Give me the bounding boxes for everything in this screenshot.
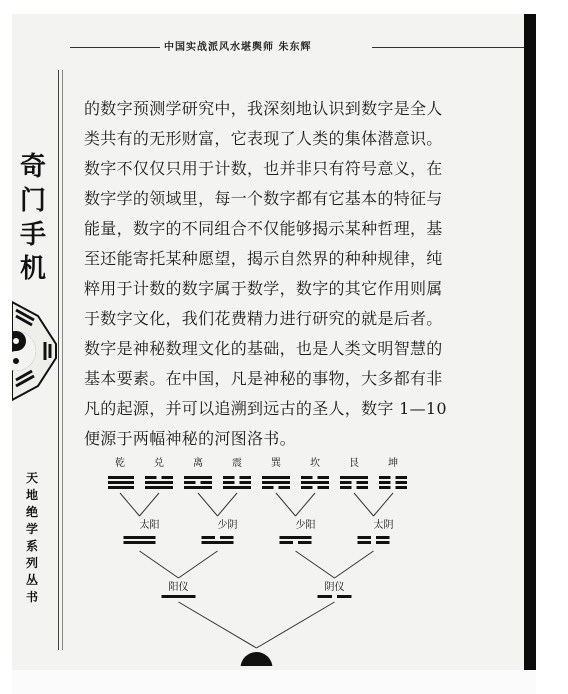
trigram-yin-line: [184, 481, 196, 484]
header-rule-left: [70, 47, 160, 48]
text-line: 粹用于计数的数字属于数学，数字的其它作用则属: [84, 279, 443, 298]
trigram-yin-line: [379, 481, 391, 484]
text-line: 能量，数字的不同组合不仅能够揭示某种哲理，基: [84, 219, 443, 238]
four-image-yang-line: [280, 536, 312, 539]
two-mode-label: 阳仪: [168, 582, 189, 593]
series-char: 天: [25, 471, 38, 485]
tree-connector: [296, 493, 316, 516]
trigram-yang-line: [340, 476, 368, 479]
trigram-yin-line: [379, 476, 391, 479]
trigram-yang-line: [145, 481, 173, 484]
trigram-label: 坎: [310, 458, 320, 469]
four-image-yin-line: [298, 541, 312, 544]
trigram-label: 震: [232, 458, 242, 469]
book-title-char: 机: [19, 254, 46, 284]
scan-bottom-margin: [12, 670, 536, 694]
tree-connector: [257, 602, 335, 648]
running-header: 中国实战派风水堪舆师 朱东辉: [164, 42, 312, 53]
two-mode-label: 阴仪: [324, 582, 345, 593]
trigram-yin-line: [396, 476, 408, 479]
text-line: 凡的起源，并可以追溯到远古的圣人，数字 1—10: [84, 399, 447, 418]
book-title-char: 奇: [19, 152, 46, 182]
bagua-taiji-icon: [12, 296, 60, 406]
four-image-label: 太阴: [373, 520, 394, 531]
four-image-yin-line: [358, 536, 372, 539]
text-line: 的数字预测学研究中，我深刻地认识到数字是全人: [84, 99, 443, 118]
four-image-yang-line: [202, 541, 234, 544]
trigram-yin-line: [396, 481, 408, 484]
trigram-label: 坤: [388, 458, 398, 469]
four-image-yin-line: [280, 541, 294, 544]
trigram-yang-line: [108, 476, 134, 479]
margin-rule-inner: [62, 70, 63, 650]
series-char: 书: [25, 590, 38, 604]
tree-connector: [140, 551, 179, 578]
trigram-label: 巽: [271, 458, 281, 469]
trigram-yin-line: [223, 481, 235, 484]
trigram-yang-line: [301, 481, 329, 484]
trigram-yin-line: [223, 476, 235, 479]
four-image-yin-line: [376, 536, 390, 539]
four-image-yang-line: [124, 541, 156, 544]
tree-connector: [374, 493, 394, 516]
series-name-vertical: [24, 470, 40, 606]
tree-connector: [198, 493, 218, 516]
header-rule-right: [372, 47, 524, 48]
text-line: 数字不仅仅只用于计数，也并非只有符号意义，在: [84, 159, 443, 178]
trigram-label: 艮: [349, 458, 359, 469]
trigram-yin-line: [318, 476, 330, 479]
trigram-yin-line: [357, 486, 369, 489]
trigram-yin-line: [279, 486, 291, 489]
series-char: 列: [25, 556, 38, 570]
two-mode-yin-line: [337, 595, 352, 598]
book-title-char: 门: [19, 186, 46, 216]
trigram-yin-line: [379, 486, 391, 489]
trigram-label: 离: [193, 458, 203, 469]
two-mode-yang-line: [162, 595, 196, 598]
tree-connector: [354, 493, 374, 516]
trigram-yang-line: [262, 476, 290, 479]
book-title-vertical: [18, 150, 48, 286]
bagua-derivation-diagram: [108, 456, 418, 666]
text-line: 数字是神秘数理文化的基础，也是人类文明智慧的: [84, 339, 443, 358]
trigram-yin-line: [262, 486, 274, 489]
trigram-label: 乾: [115, 458, 125, 469]
four-image-label: 少阳: [295, 520, 316, 531]
text-line: 类共有的无形财富，它表现了人类的集体潜意识。: [84, 129, 443, 148]
page-edge-shadow: [524, 14, 536, 670]
tree-connector: [296, 551, 335, 578]
trigram-yang-line: [145, 486, 173, 489]
taiji-icon: [241, 652, 273, 666]
four-image-label: 少阴: [217, 520, 238, 531]
trigram-yin-line: [301, 476, 313, 479]
trigram-yin-line: [201, 481, 213, 484]
body-paragraph: [84, 94, 484, 454]
trigram-yang-line: [108, 481, 134, 484]
trigram-yang-line: [184, 486, 212, 489]
tree-connector: [179, 551, 218, 578]
tree-connector: [218, 493, 238, 516]
tree-connector: [335, 551, 374, 578]
trigram-yin-line: [357, 481, 369, 484]
trigram-yin-line: [240, 476, 252, 479]
tree-connector: [179, 602, 257, 648]
four-image-yin-line: [220, 536, 234, 539]
series-char: 学: [25, 522, 38, 536]
tree-connector: [120, 493, 140, 516]
trigram-yin-line: [396, 486, 408, 489]
four-image-yin-line: [202, 536, 216, 539]
trigram-yang-line: [184, 476, 212, 479]
trigram-yin-line: [145, 476, 157, 479]
series-char: 丛: [25, 573, 38, 587]
text-line: 基本要素。在中国，凡是神秘的事物，大多都有非: [84, 369, 443, 388]
text-line: 便源于两幅神秘的河图洛书。: [84, 429, 296, 448]
four-image-yin-line: [376, 541, 390, 544]
trigram-yin-line: [162, 476, 174, 479]
four-image-label: 太阳: [139, 520, 160, 531]
tree-connector: [140, 493, 160, 516]
trigram-yin-line: [340, 481, 352, 484]
trigram-yin-line: [340, 486, 352, 489]
text-line: 数字学的领域里，每一个数字都有它基本的特征与: [84, 189, 443, 208]
tree-connector: [276, 493, 296, 516]
trigram-yin-line: [240, 481, 252, 484]
trigram-yang-line: [108, 486, 134, 489]
text-line: 于数字文化，我们花费精力进行研究的就是后者。: [84, 309, 443, 328]
two-mode-yin-line: [318, 595, 333, 598]
text-line: 至还能寄托某种愿望，揭示自然界的种种规律，纯: [84, 249, 443, 268]
trigram-label: 兑: [154, 458, 164, 469]
series-char: 地: [25, 488, 38, 502]
trigram-yin-line: [301, 486, 313, 489]
series-char: 绝: [25, 505, 38, 519]
trigram-yin-line: [318, 486, 330, 489]
four-image-yang-line: [124, 536, 156, 539]
series-char: 系: [25, 539, 38, 553]
trigram-yang-line: [262, 481, 290, 484]
book-title-char: 手: [19, 220, 46, 250]
four-image-yin-line: [358, 541, 372, 544]
trigram-yang-line: [223, 486, 251, 489]
